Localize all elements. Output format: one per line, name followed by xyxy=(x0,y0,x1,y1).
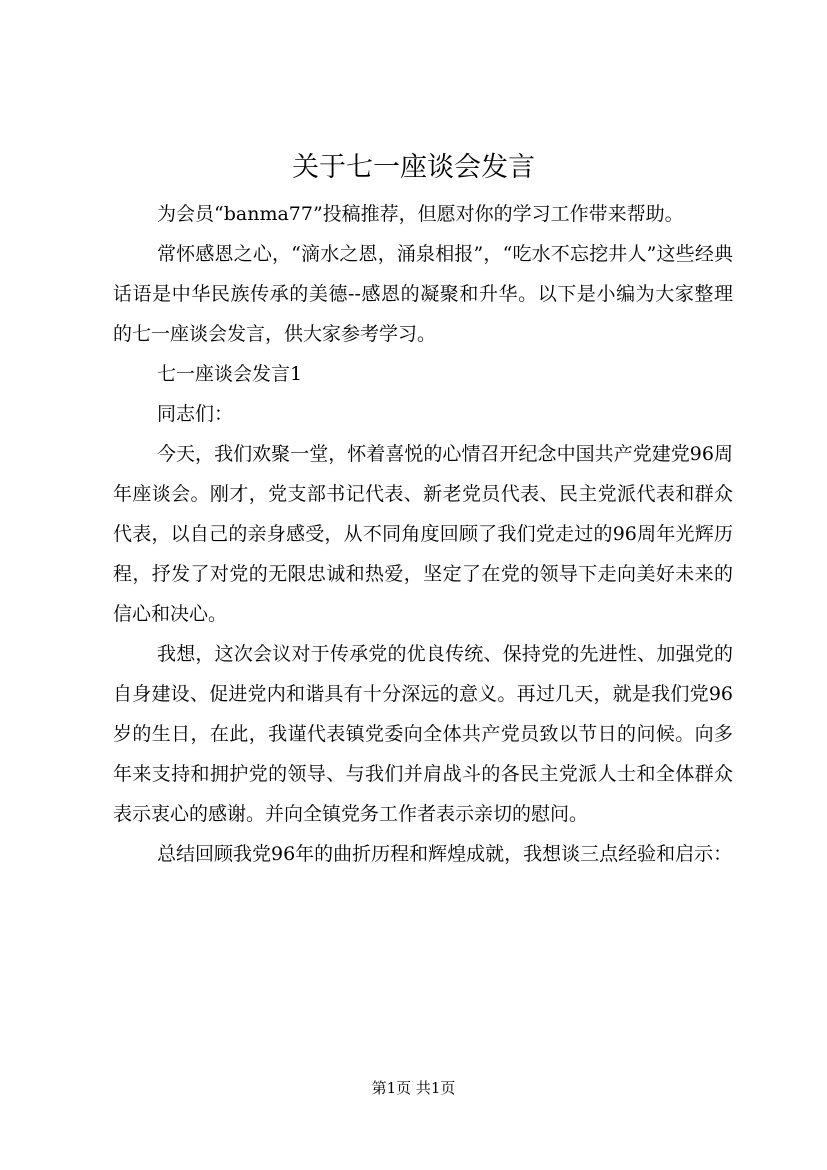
page-title: 关于七一座谈会发言 xyxy=(292,152,535,183)
section-heading: 七一座谈会发言1 xyxy=(157,363,303,385)
paragraph: 总结回顾我党96年的曲折历程和辉煌成就，我想谈三点经验和启示： xyxy=(157,843,733,865)
page-footer: 第1页 共1页 xyxy=(371,1079,456,1097)
salutation: 同志们： xyxy=(157,403,234,425)
paragraph: 常怀感恩之心，“滴水之恩，涌泉相报”，“吃水不忘挖井人”这些经典话语是中华民族传承的美德--感恩的凝聚和升华。以下是小编为大家整理的七一座谈会发言，供大家参考学习。 xyxy=(113,243,733,345)
document-body xyxy=(113,194,733,874)
paragraph: 今天，我们欢聚一堂，怀着喜悦的心情召开纪念中国共产党建党96周年座谈会。刚才，党支部书记代表、新老党员代表、民主党派代表和群众代表，以自己的亲身感受，从不同角度回顾了我们党走过的96周年光辉历程，抒发了对党的无限忠诚和热爱，坚定了在党的领导下走向美好未来的信心和决心。 xyxy=(113,443,733,625)
paragraph: 我想，这次会议对于传承党的优良传统、保持党的先进性、加强党的自身建设、促进党内和谐具有十分深远的意义。再过几天，就是我们党96岁的生日，在此，我谨代表镇党委向全体共产党员致以节日的问候。向多年来支持和拥护党的领导、与我们并肩战斗的各民主党派人士和全体群众表示衷心的感谢。并向全镇党务工作者表示亲切的慰问。 xyxy=(113,643,733,825)
paragraph: 为会员“banma77”投稿推荐，但愿对你的学习工作带来帮助。 xyxy=(157,203,684,225)
